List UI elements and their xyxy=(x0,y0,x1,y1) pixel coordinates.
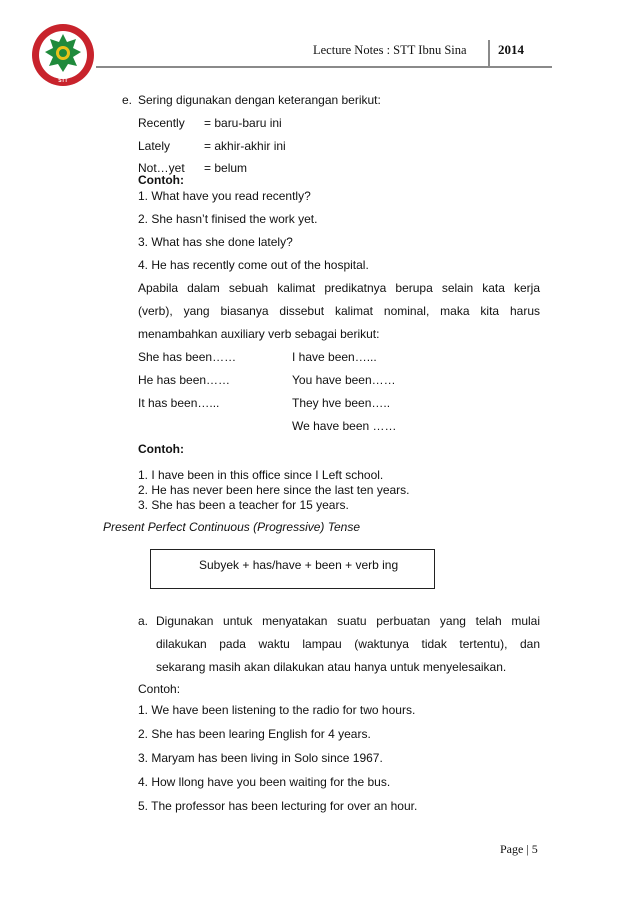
header-title: Lecture Notes : STT Ibnu Sina xyxy=(313,43,467,57)
example-line: 4. He has recently come out of the hospital. xyxy=(138,258,369,272)
paragraph-line: menambahkan auxiliary verb sebagai berikut: xyxy=(138,327,380,341)
aux-cell: We have been …… xyxy=(292,419,397,433)
keyword-meaning: = belum xyxy=(204,161,248,175)
header-separator xyxy=(488,40,490,66)
header-year: 2014 xyxy=(498,42,524,57)
example-line: 1. We have been listening to the radio for two hours. xyxy=(138,703,416,717)
item-a-line: sekarang masih akan dilakukan atau hanya untuk menyelesaikan. xyxy=(156,660,507,674)
list-marker-a: a. xyxy=(138,614,149,628)
page-number: Page | 5 xyxy=(500,842,538,856)
item-a-line: dilakukan pada waktu lampau (waktunya tidak tertentu), dan xyxy=(156,637,540,651)
example-line: 2. She has been learing English for 4 years. xyxy=(138,727,371,741)
keyword-meaning: = baru-baru ini xyxy=(204,116,282,130)
keyword-meaning: = akhir-akhir ini xyxy=(204,139,286,153)
example-line: 4. How llong have you been waiting for the bus. xyxy=(138,775,391,789)
keyword-word: Lately xyxy=(138,139,171,153)
paragraph-line: Apabila dalam sebuah kalimat predikatnya berupa selain kata kerja xyxy=(138,281,540,295)
example-line: 3. Maryam has been living in Solo since 1967. xyxy=(138,751,383,765)
section-title: Present Perfect Continuous (Progressive) Tense xyxy=(103,520,361,534)
example-line: 3. She has been a teacher for 15 years. xyxy=(138,498,349,512)
contoh-label: Contoh: xyxy=(138,682,181,696)
aux-cell: It has been…... xyxy=(138,396,220,410)
example-line: 1. I have been in this office since I Left school. xyxy=(138,468,384,482)
header-rule xyxy=(96,66,552,68)
formula-box xyxy=(150,549,435,589)
aux-cell: He has been…… xyxy=(138,373,231,387)
example-line: 3. What has she done lately? xyxy=(138,235,293,249)
aux-cell: I have been…... xyxy=(292,350,377,364)
formula-text: Subyek + has/have + been + verb ing xyxy=(199,558,399,572)
paragraph-line: (verb), yang biasanya dissebut kalimat nominal, maka kita harus xyxy=(138,304,540,318)
item-a-line: Digunakan untuk menyatakan suatu perbuatan yang telah mulai xyxy=(156,614,540,628)
contoh-label: Contoh: xyxy=(138,442,184,456)
example-line: 1. What have you read recently? xyxy=(138,189,311,203)
example-line: 2. He has never been here since the last ten years. xyxy=(138,483,410,497)
stt-ibnu-sina-logo xyxy=(30,22,96,88)
keyword-word: Not…yet xyxy=(138,161,185,175)
example-line: 2. She hasn’t finised the work yet. xyxy=(138,212,318,226)
contoh-label: Contoh: xyxy=(138,173,184,187)
list-marker-e: e. xyxy=(122,93,133,107)
aux-cell: They hve been….. xyxy=(292,396,391,410)
aux-cell: She has been…… xyxy=(138,350,237,364)
aux-cell: You have been…… xyxy=(292,373,396,387)
svg-text:STT: STT xyxy=(58,78,68,84)
example-line: 5. The professor has been lecturing for over an hour. xyxy=(138,799,418,813)
keyword-word: Recently xyxy=(138,116,185,130)
section-e-intro: Sering digunakan dengan keterangan berikut: xyxy=(138,93,381,107)
